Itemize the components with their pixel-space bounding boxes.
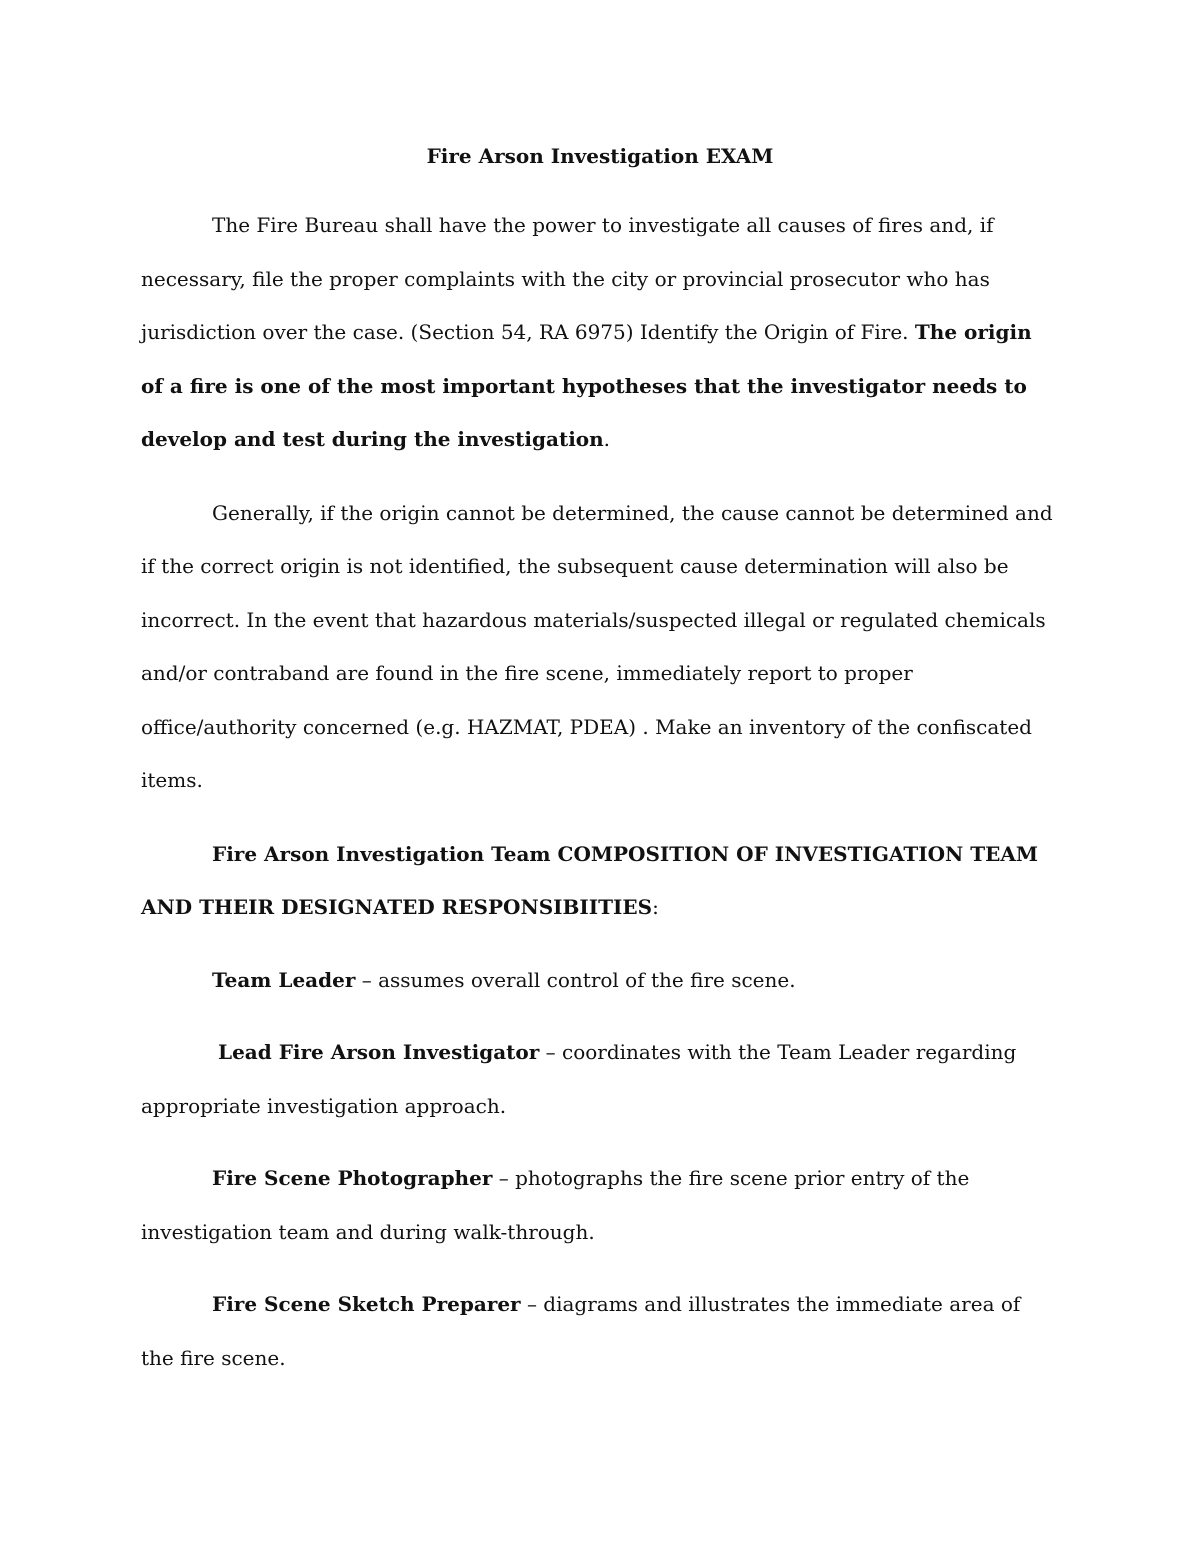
team-heading-bold: Fire Arson Investigation Team COMPOSITION OF INVESTIGATION TEAM AND THEIR DESIGNATED RESPONSIBIITIES: [141, 841, 1039, 919]
role-desc: – coordinates with the Team Leader regarding appropriate investigation approach.: [141, 1040, 1017, 1118]
team-heading-end: :: [652, 895, 659, 919]
page-title: Fire Arson Investigation EXAM: [426, 144, 774, 168]
role-desc: – photographs the fire scene prior entry of the investigation team and during walk-through.: [141, 1166, 970, 1244]
paragraph-intro-end: .: [603, 427, 611, 451]
role-sketch-preparer: [141, 1278, 1059, 1385]
team-heading: [141, 828, 1059, 935]
paragraph-intro-text: The Fire Bureau shall have the power to investigate all causes of fires and, if necessary, file the proper complaints with the city or provincial prosecutor who has jurisdiction over the case. (Section 54, RA 6975) Identify the Origin of Fire.: [141, 213, 994, 344]
role-name: Fire Scene Photographer: [212, 1166, 493, 1190]
paragraph-origin: Generally, if the origin cannot be determined, the cause cannot be determined and if the correct origin is not identified, the subsequent cause determination will also be incorrect. In the event that hazardous materials/suspected illegal or regulated chemicals and/or contraband are found in the fire scene, immediately report to proper office/authority concerned (e.g. HAZMAT, PDEA) . Make an inventory of the confiscated items.: [141, 500, 1053, 792]
role-team-leader: [141, 954, 1059, 1008]
document-body: [141, 136, 1059, 1385]
role-desc: – diagrams and illustrates the immediate area of the fire scene.: [141, 1292, 1021, 1370]
role-name: Lead Fire Arson Investigator: [218, 1040, 540, 1064]
role-photographer: [141, 1152, 1059, 1259]
paragraph-intro-bold: The origin of a fire is one of the most important hypotheses that the investigator needs to develop and test during the investigation: [141, 320, 1032, 451]
role-lead-investigator: [141, 1026, 1059, 1133]
role-name: Fire Scene Sketch Preparer: [212, 1292, 521, 1316]
role-name: Team Leader: [212, 967, 356, 992]
role-desc: – assumes overall control of the fire scene.: [355, 967, 796, 992]
paragraph-intro: [141, 199, 1059, 467]
